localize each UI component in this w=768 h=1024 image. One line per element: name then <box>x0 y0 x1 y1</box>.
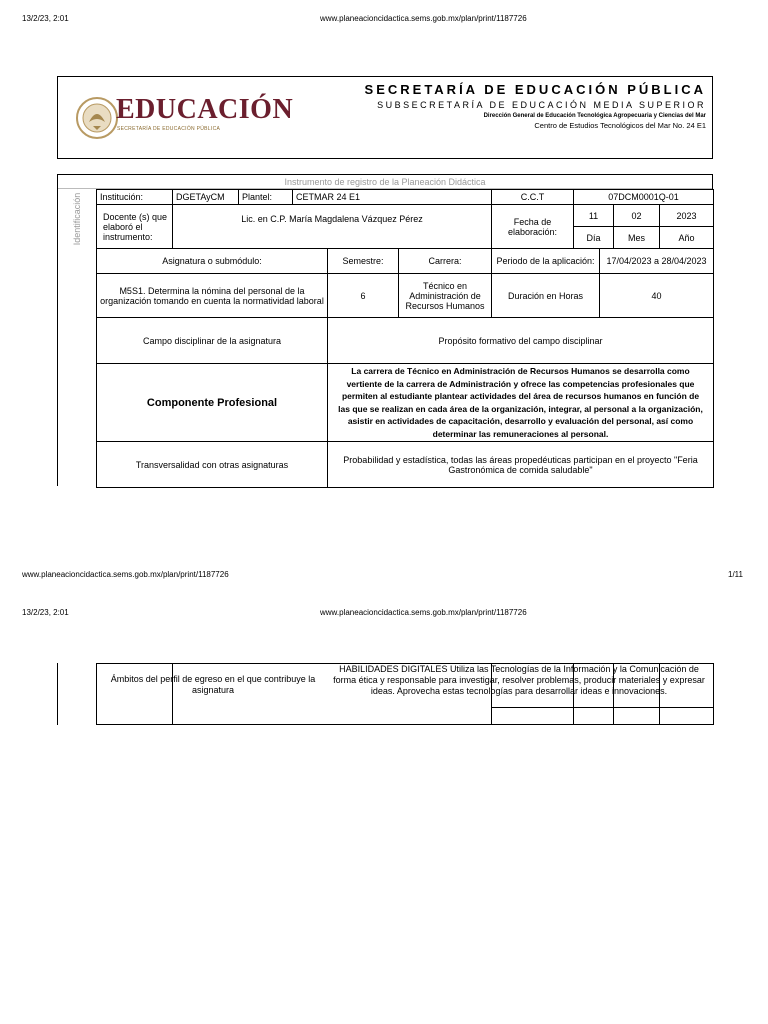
habilidades-value: HABILIDADES DIGITALES Utiliza las Tecnologías de la Información y la Comunicación de forma ética y responsable para investigar, resolver problemas, producir materiales y expresar ideas. Aprovecha estas tecnologías para desarrollar ideas e innovaciones. <box>333 664 705 696</box>
institucion-value: DGETAyCM <box>172 189 239 205</box>
logo-wordmark: EDUCACIÓN <box>116 94 294 125</box>
asignatura-value: M5S1. Determina la nómina del personal de la organización tomando en cuenta la normatividad laboral <box>96 273 328 318</box>
semestre-value: 6 <box>327 273 399 318</box>
identificacion-label <box>70 190 84 252</box>
eagle-seal-icon <box>75 94 119 142</box>
print-url-page2: www.planeacioncidactica.sems.gob.mx/plan/print/1187726 <box>320 608 527 617</box>
footer-url: www.planeacioncidactica.sems.gob.mx/plan/print/1187726 <box>22 570 229 579</box>
subsecretaria-title: SUBSECRETARÍA DE EDUCACIÓN MEDIA SUPERIOR <box>377 100 706 110</box>
plantel-label: Plantel: <box>238 189 293 205</box>
frame-left-line-page2 <box>57 663 58 725</box>
instrument-caption: Instrumento de registro de la Planeación Didáctica <box>57 174 713 189</box>
frame-right-line <box>712 174 713 190</box>
direccion-general: Dirección General de Educación Tecnológica Agropecuaria y Ciencias del Mar <box>483 113 706 119</box>
semestre-label: Semestre: <box>327 248 399 274</box>
mes-value: 02 <box>613 204 660 227</box>
anio-value: 2023 <box>659 204 714 227</box>
duracion-label: Duración en Horas <box>491 273 600 318</box>
row-line <box>491 707 714 708</box>
ambitos-label: Ámbitos del perfil de egreso en el que contribuye la asignatura <box>110 674 316 695</box>
footer-page-number: 1/11 <box>728 570 743 579</box>
dia-value: 11 <box>573 204 614 227</box>
print-datetime: 13/2/23, 2:01 <box>22 14 69 23</box>
dia-label: Día <box>573 226 614 249</box>
transversalidad-label: Transversalidad con otras asignaturas <box>96 441 328 488</box>
periodo-label: Periodo de la aplicación: <box>491 248 600 274</box>
logo-subtitle: SECRETARÍA DE EDUCACIÓN PÚBLICA <box>117 126 221 132</box>
secretaria-title: SECRETARÍA DE EDUCACIÓN PÚBLICA <box>364 82 706 97</box>
plantel-value: CETMAR 24 E1 <box>292 189 492 205</box>
periodo-value: 17/04/2023 a 28/04/2023 <box>599 248 714 274</box>
cct-value: 07DCM0001Q-01 <box>573 189 714 205</box>
docente-value: Lic. en C.P. María Magdalena Vázquez Pérez <box>172 204 492 249</box>
institucion-label: Institución: <box>96 189 173 205</box>
anio-label: Año <box>659 226 714 249</box>
print-datetime-page2: 13/2/23, 2:01 <box>22 608 69 617</box>
cct-label: C.C.T <box>491 189 574 205</box>
centro-estudios: Centro de Estudios Tecnológicos del Mar No. 24 E1 <box>534 121 706 130</box>
docente-label: Docente (s) que elaboró el instrumento: <box>96 204 173 249</box>
proposito-value: La carrera de Técnico en Administración de Recursos Humanos se desarrolla como vertiente de la carrera de Administración y ofrece las competencias profesionales que permiten al estudiante plantear actividades del área de recursos humanos en función de las que se realizan en cada área de la organización, integrar, al personal a la organización, asistir en actividades de capacitación, desarrollo y evaluación del personal, así como determinar las remuneraciones al personal. <box>327 363 714 442</box>
frame-left-line <box>57 174 58 486</box>
identificacion-text: Identificación <box>72 192 82 246</box>
print-url: www.planeacioncidactica.sems.gob.mx/plan/print/1187726 <box>320 14 527 23</box>
asignatura-label: Asignatura o submódulo: <box>96 248 328 274</box>
mes-label: Mes <box>613 226 660 249</box>
carrera-value: Técnico en Administración de Recursos Humanos <box>398 273 492 318</box>
carrera-label: Carrera: <box>398 248 492 274</box>
componente-value: Componente Profesional <box>96 363 328 442</box>
transversalidad-value: Probabilidad y estadística, todas las áreas propedéuticas participan en el proyecto "Feria Gastronómica de comida saludable" <box>327 441 714 488</box>
duracion-value: 40 <box>599 273 714 318</box>
proposito-label: Propósito formativo del campo disciplinar <box>327 317 714 364</box>
fecha-label: Fecha de elaboración: <box>491 204 574 249</box>
campo-label: Campo disciplinar de la asignatura <box>96 317 328 364</box>
